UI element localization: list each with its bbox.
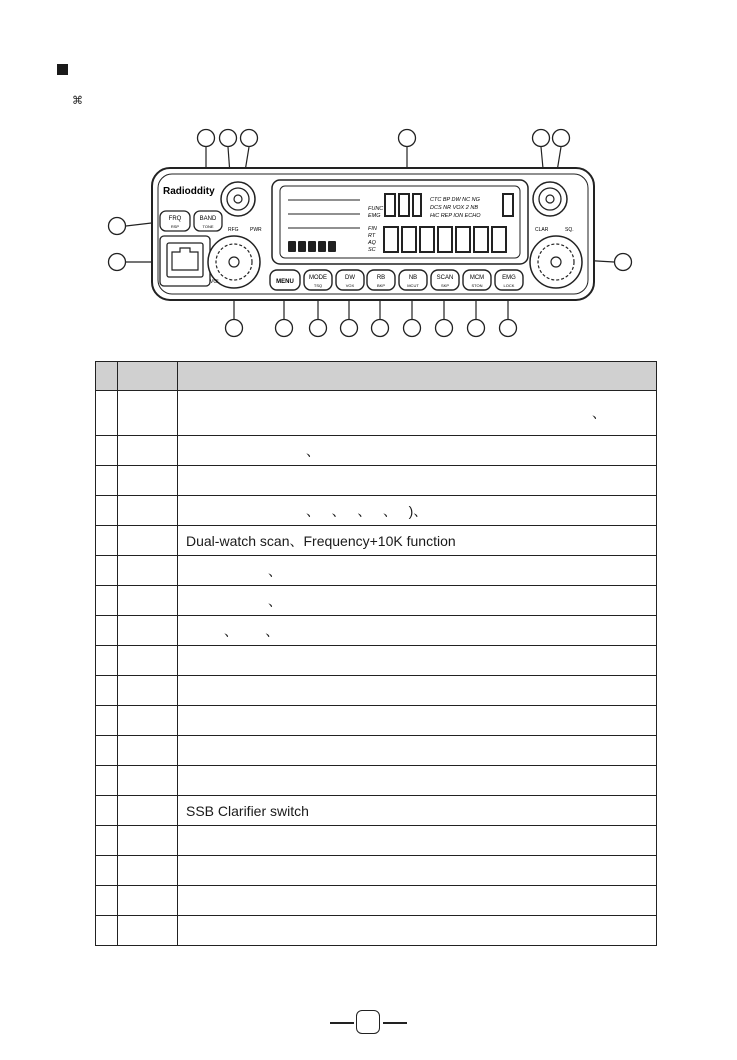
table-row [96,736,657,766]
svg-text:BAND: BAND [199,216,217,222]
page-number-line-left [330,1022,354,1024]
table-row [96,916,657,946]
svg-text:MCM: MCM [469,275,485,281]
function-table [95,361,657,946]
callout-circle [404,320,421,337]
callout-circle [372,320,389,337]
table-row [96,466,657,496]
callout-circle [109,254,126,271]
svg-text:CLAR: CLAR [535,227,549,233]
svg-text:MENU: MENU [276,279,294,285]
table-row: 、 、 、 、 )、 [96,496,657,526]
svg-text:NB: NB [408,275,418,281]
svg-text:VOX: VOX [345,283,355,288]
page-number-box [356,1010,380,1034]
table-row: 、 [96,391,657,436]
svg-text:RFG: RFG [228,227,239,233]
callout-circle [226,320,243,337]
table-row [96,646,657,676]
table-row [96,676,657,706]
svg-text:RSP: RSP [170,224,180,229]
svg-text:MCUT: MCUT [407,283,419,288]
svg-text:RT: RT [368,233,376,239]
header-cell [96,362,118,391]
callout-circle [198,130,215,147]
frq-button[interactable] [160,211,190,231]
callout-circle [468,320,485,337]
svg-text:SQ.: SQ. [565,227,574,233]
brand-logo: Radioddity [163,186,215,197]
callout-circle [533,130,550,147]
svg-text:PWR: PWR [250,227,262,233]
table-row [96,856,657,886]
svg-text:SC: SC [368,247,376,253]
svg-text:DW: DW [345,275,355,281]
callout-circle [241,130,258,147]
callout-circle [399,130,416,147]
callout-circle [310,320,327,337]
svg-text:FRQ: FRQ [168,216,182,222]
dw-key[interactable] [336,270,364,290]
page-number-line-right [383,1022,407,1024]
svg-text:HiC REP ION ECHO: HiC REP ION ECHO [430,213,481,219]
callout-circle [553,130,570,147]
svg-text:CTC BP DW NC NG: CTC BP DW NC NG [430,197,480,203]
svg-text:DCS NR VOX 2 NB: DCS NR VOX 2 NB [430,205,478,211]
table-row [96,706,657,736]
svg-text:EMG: EMG [502,275,516,281]
rb-key[interactable] [367,270,395,290]
svg-text:SKP: SKP [440,283,450,288]
svg-text:TONE: TONE [202,224,214,229]
mode-key[interactable] [304,270,332,290]
callout-circle [276,320,293,337]
svg-text:AQ: AQ [368,240,376,246]
callout-circle [615,254,632,271]
table-row: 、 、 [96,616,657,646]
menu-key[interactable] [270,270,300,290]
svg-text:SCAN: SCAN [436,275,454,281]
table-row: 、 [96,586,657,616]
clar-knob[interactable] [533,182,567,216]
table-row: 、 [96,436,657,466]
callout-circle [341,320,358,337]
svg-text:MODE: MODE [309,275,327,281]
svg-text:LOCK: LOCK [503,283,515,288]
callout-circle [436,320,453,337]
nb-key[interactable] [399,270,427,290]
svg-text:STON: STON [471,283,483,288]
callout-circle [500,320,517,337]
scan-key[interactable] [431,270,459,290]
svg-text:FIN: FIN [368,226,377,232]
table-row [96,766,657,796]
header-cell [118,362,178,391]
svg-text:VOL: VOL [210,279,221,285]
table-header-row [96,362,657,391]
callout-circle [220,130,237,147]
table-row: SSB Clarifier switch [96,796,657,826]
mcm-key[interactable] [463,270,491,290]
svg-text:TSQ: TSQ [313,283,323,288]
header-cell [178,362,657,391]
callout-circle [109,218,126,235]
cross-bullet-icon: ⌘ [72,95,83,107]
emg-key[interactable] [495,270,523,290]
table-row [96,826,657,856]
table-row [96,886,657,916]
svg-text:BKP: BKP [376,283,386,288]
table-row: 、 [96,556,657,586]
rfg-pwr-knob[interactable] [221,182,255,216]
svg-text:RB: RB [376,275,386,281]
radio-front-panel-figure [0,0,737,360]
table-row: Dual-watch scan、Frequency+10K function [96,526,657,556]
svg-text:FUNC: FUNC [368,206,384,212]
band-button[interactable] [194,211,222,231]
channel-knob[interactable] [530,236,582,288]
svg-text:EMG: EMG [368,213,381,219]
